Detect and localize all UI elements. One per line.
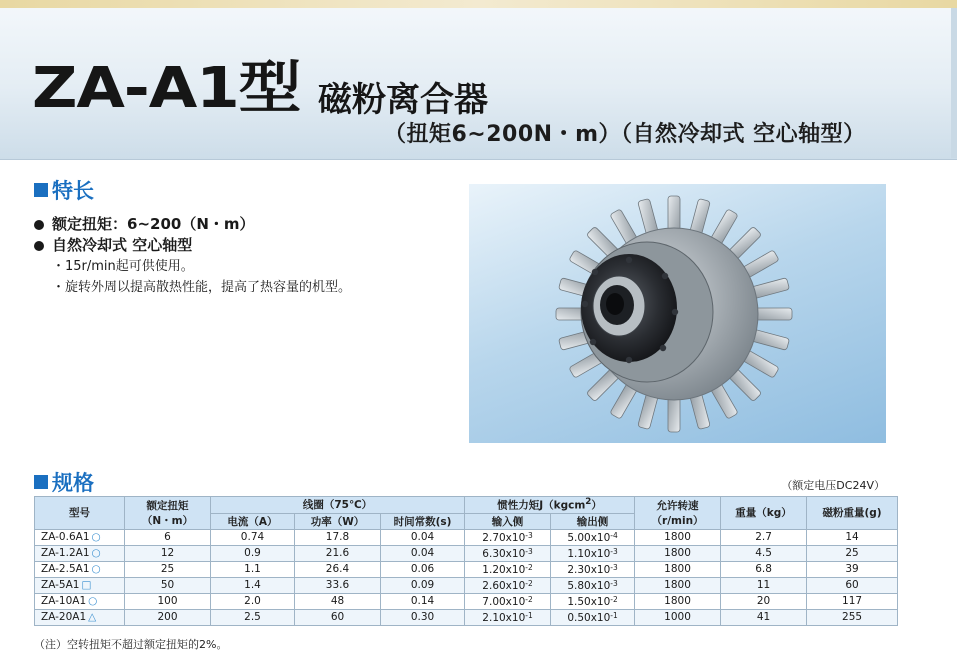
cell-current: 0.74 — [211, 529, 295, 545]
cell-power: 17.8 — [295, 529, 381, 545]
cell-input-inertia — [465, 561, 551, 577]
cell-powder: 117 — [807, 593, 898, 609]
col-power: 功率（W） — [295, 513, 381, 529]
cell-powder: 60 — [807, 577, 898, 593]
cell-input-inertia — [465, 577, 551, 593]
cell-weight: 41 — [721, 609, 807, 625]
cell-time-constant: 0.14 — [381, 593, 465, 609]
model-symbol: △ — [88, 611, 97, 623]
cell-power: 26.4 — [295, 561, 381, 577]
model-name: ZA-5A1 — [41, 579, 80, 591]
square-bullet-icon — [34, 475, 48, 489]
cell-weight: 20 — [721, 593, 807, 609]
model-symbol: □ — [81, 579, 92, 591]
cell-model — [35, 593, 125, 609]
spec-table-body — [35, 529, 898, 625]
col-time-constant: 时间常数(s) — [381, 513, 465, 529]
output-exponent: -4 — [610, 530, 618, 540]
cell-torque: 100 — [125, 593, 211, 609]
col-coil: 线圈（75℃） — [211, 497, 465, 514]
feature-label: 额定扭矩：6~200（N・m） — [52, 215, 255, 233]
cell-output-inertia — [551, 577, 635, 593]
spec-heading — [34, 467, 94, 497]
title-row — [32, 44, 488, 124]
cell-powder: 255 — [807, 609, 898, 625]
cell-time-constant: 0.30 — [381, 609, 465, 625]
model-name: ZA-20A1 — [41, 611, 87, 623]
product-photo — [469, 184, 886, 443]
cell-model — [35, 545, 125, 561]
input-exponent: -2 — [525, 578, 533, 588]
cell-power: 21.6 — [295, 545, 381, 561]
col-inertia-suffix: ） — [591, 499, 602, 512]
cell-speed: 1800 — [635, 593, 721, 609]
cell-weight: 4.5 — [721, 545, 807, 561]
cell-speed: 1000 — [635, 609, 721, 625]
product-type: 磁粉离合器 — [318, 80, 488, 120]
col-input: 输入侧 — [465, 513, 551, 529]
output-mantissa: 1.10x10 — [567, 547, 611, 560]
feature-note: ・旋转外周以提高散热性能，提高了热容量的机型。 — [52, 280, 352, 295]
input-exponent: -3 — [525, 530, 533, 540]
output-mantissa: 1.50x10 — [567, 595, 611, 608]
cell-time-constant: 0.04 — [381, 545, 465, 561]
feature-item — [34, 214, 351, 235]
output-mantissa: 5.80x10 — [567, 579, 611, 592]
footnote: （注）空转扭矩不超过额定扭矩的2%。 — [34, 638, 228, 651]
feature-note: ・15r/min起可供使用。 — [52, 259, 194, 274]
clutch-illustration — [469, 184, 886, 443]
cell-weight: 6.8 — [721, 561, 807, 577]
cell-output-inertia — [551, 609, 635, 625]
model-symbol: ○ — [91, 531, 101, 543]
input-mantissa: 7.00x10 — [482, 595, 526, 608]
cell-speed: 1800 — [635, 577, 721, 593]
col-inertia-sup: 2 — [585, 497, 592, 507]
cell-current: 2.5 — [211, 609, 295, 625]
input-mantissa: 2.70x10 — [482, 531, 526, 544]
features-heading-text: 特长 — [52, 179, 94, 203]
rated-voltage-note: （额定电压DC24V） — [781, 479, 885, 492]
cell-speed: 1800 — [635, 529, 721, 545]
output-mantissa: 5.00x10 — [567, 531, 611, 544]
cell-power: 60 — [295, 609, 381, 625]
input-mantissa: 6.30x10 — [482, 547, 526, 560]
model-symbol: ○ — [91, 547, 101, 559]
bullet-icon — [34, 241, 44, 251]
cell-current: 0.9 — [211, 545, 295, 561]
output-exponent: -3 — [610, 546, 618, 556]
bullet-icon — [34, 220, 44, 230]
col-torque-label: 额定扭矩 — [146, 499, 189, 512]
cell-input-inertia — [465, 593, 551, 609]
cell-weight: 11 — [721, 577, 807, 593]
cell-powder: 25 — [807, 545, 898, 561]
product-title: ZA-A1型 — [32, 56, 301, 121]
table-header-row — [35, 497, 898, 514]
model-name: ZA-10A1 — [41, 595, 87, 607]
cell-torque: 25 — [125, 561, 211, 577]
cell-torque: 50 — [125, 577, 211, 593]
cell-model — [35, 609, 125, 625]
features-list — [34, 214, 351, 298]
cell-output-inertia — [551, 545, 635, 561]
cell-output-inertia — [551, 561, 635, 577]
input-exponent: -2 — [525, 562, 533, 572]
cell-power: 33.6 — [295, 577, 381, 593]
table-row — [35, 593, 898, 609]
output-exponent: -1 — [610, 610, 618, 620]
col-model: 型号 — [35, 497, 125, 530]
spec-heading-text: 规格 — [52, 471, 94, 495]
input-exponent: -1 — [525, 610, 533, 620]
feature-item — [34, 235, 351, 256]
col-weight: 重量（kg） — [721, 497, 807, 530]
col-speed — [635, 497, 721, 530]
output-mantissa: 2.30x10 — [567, 563, 611, 576]
cell-current: 1.4 — [211, 577, 295, 593]
cell-model — [35, 561, 125, 577]
col-inertia-prefix: 惯性力矩J（kgcm — [497, 499, 586, 512]
square-bullet-icon — [34, 183, 48, 197]
output-mantissa: 0.50x10 — [567, 611, 611, 624]
model-name: ZA-2.5A1 — [41, 563, 90, 575]
col-current: 电流（A） — [211, 513, 295, 529]
table-row — [35, 561, 898, 577]
input-mantissa: 1.20x10 — [482, 563, 526, 576]
product-subtitle: （扭矩6~200N・m）（自然冷却式 空心轴型） — [384, 122, 866, 147]
cell-torque: 12 — [125, 545, 211, 561]
header-banner — [0, 0, 957, 160]
input-mantissa: 2.10x10 — [482, 611, 526, 624]
col-speed-unit: （r/min） — [651, 514, 704, 527]
cell-input-inertia — [465, 545, 551, 561]
cell-model — [35, 577, 125, 593]
spec-table — [34, 496, 898, 626]
output-exponent: -3 — [610, 578, 618, 588]
col-torque — [125, 497, 211, 530]
input-exponent: -3 — [525, 546, 533, 556]
model-name: ZA-0.6A1 — [41, 531, 90, 543]
cell-power: 48 — [295, 593, 381, 609]
cell-time-constant: 0.04 — [381, 529, 465, 545]
col-output: 输出侧 — [551, 513, 635, 529]
cell-current: 2.0 — [211, 593, 295, 609]
cell-speed: 1800 — [635, 561, 721, 577]
model-symbol: ○ — [91, 563, 101, 575]
cell-powder: 39 — [807, 561, 898, 577]
col-inertia — [465, 497, 635, 514]
table-row — [35, 609, 898, 625]
cell-time-constant: 0.06 — [381, 561, 465, 577]
input-exponent: -2 — [525, 594, 533, 604]
cell-torque: 200 — [125, 609, 211, 625]
col-powder: 磁粉重量(g) — [807, 497, 898, 530]
table-row — [35, 577, 898, 593]
output-exponent: -3 — [610, 562, 618, 572]
model-symbol: ○ — [88, 595, 98, 607]
table-row — [35, 529, 898, 545]
cell-powder: 14 — [807, 529, 898, 545]
cell-input-inertia — [465, 529, 551, 545]
cell-current: 1.1 — [211, 561, 295, 577]
cell-torque: 6 — [125, 529, 211, 545]
cell-weight: 2.7 — [721, 529, 807, 545]
cell-model — [35, 529, 125, 545]
feature-label: 自然冷却式 空心轴型 — [52, 236, 193, 254]
cell-speed: 1800 — [635, 545, 721, 561]
cell-input-inertia — [465, 609, 551, 625]
output-exponent: -2 — [610, 594, 618, 604]
col-speed-label: 允许转速 — [656, 499, 699, 512]
cell-time-constant: 0.09 — [381, 577, 465, 593]
cell-output-inertia — [551, 593, 635, 609]
input-mantissa: 2.60x10 — [482, 579, 526, 592]
model-name: ZA-1.2A1 — [41, 547, 90, 559]
features-heading — [34, 175, 94, 205]
table-row — [35, 545, 898, 561]
cell-output-inertia — [551, 529, 635, 545]
col-torque-unit: （N・m） — [141, 514, 194, 527]
